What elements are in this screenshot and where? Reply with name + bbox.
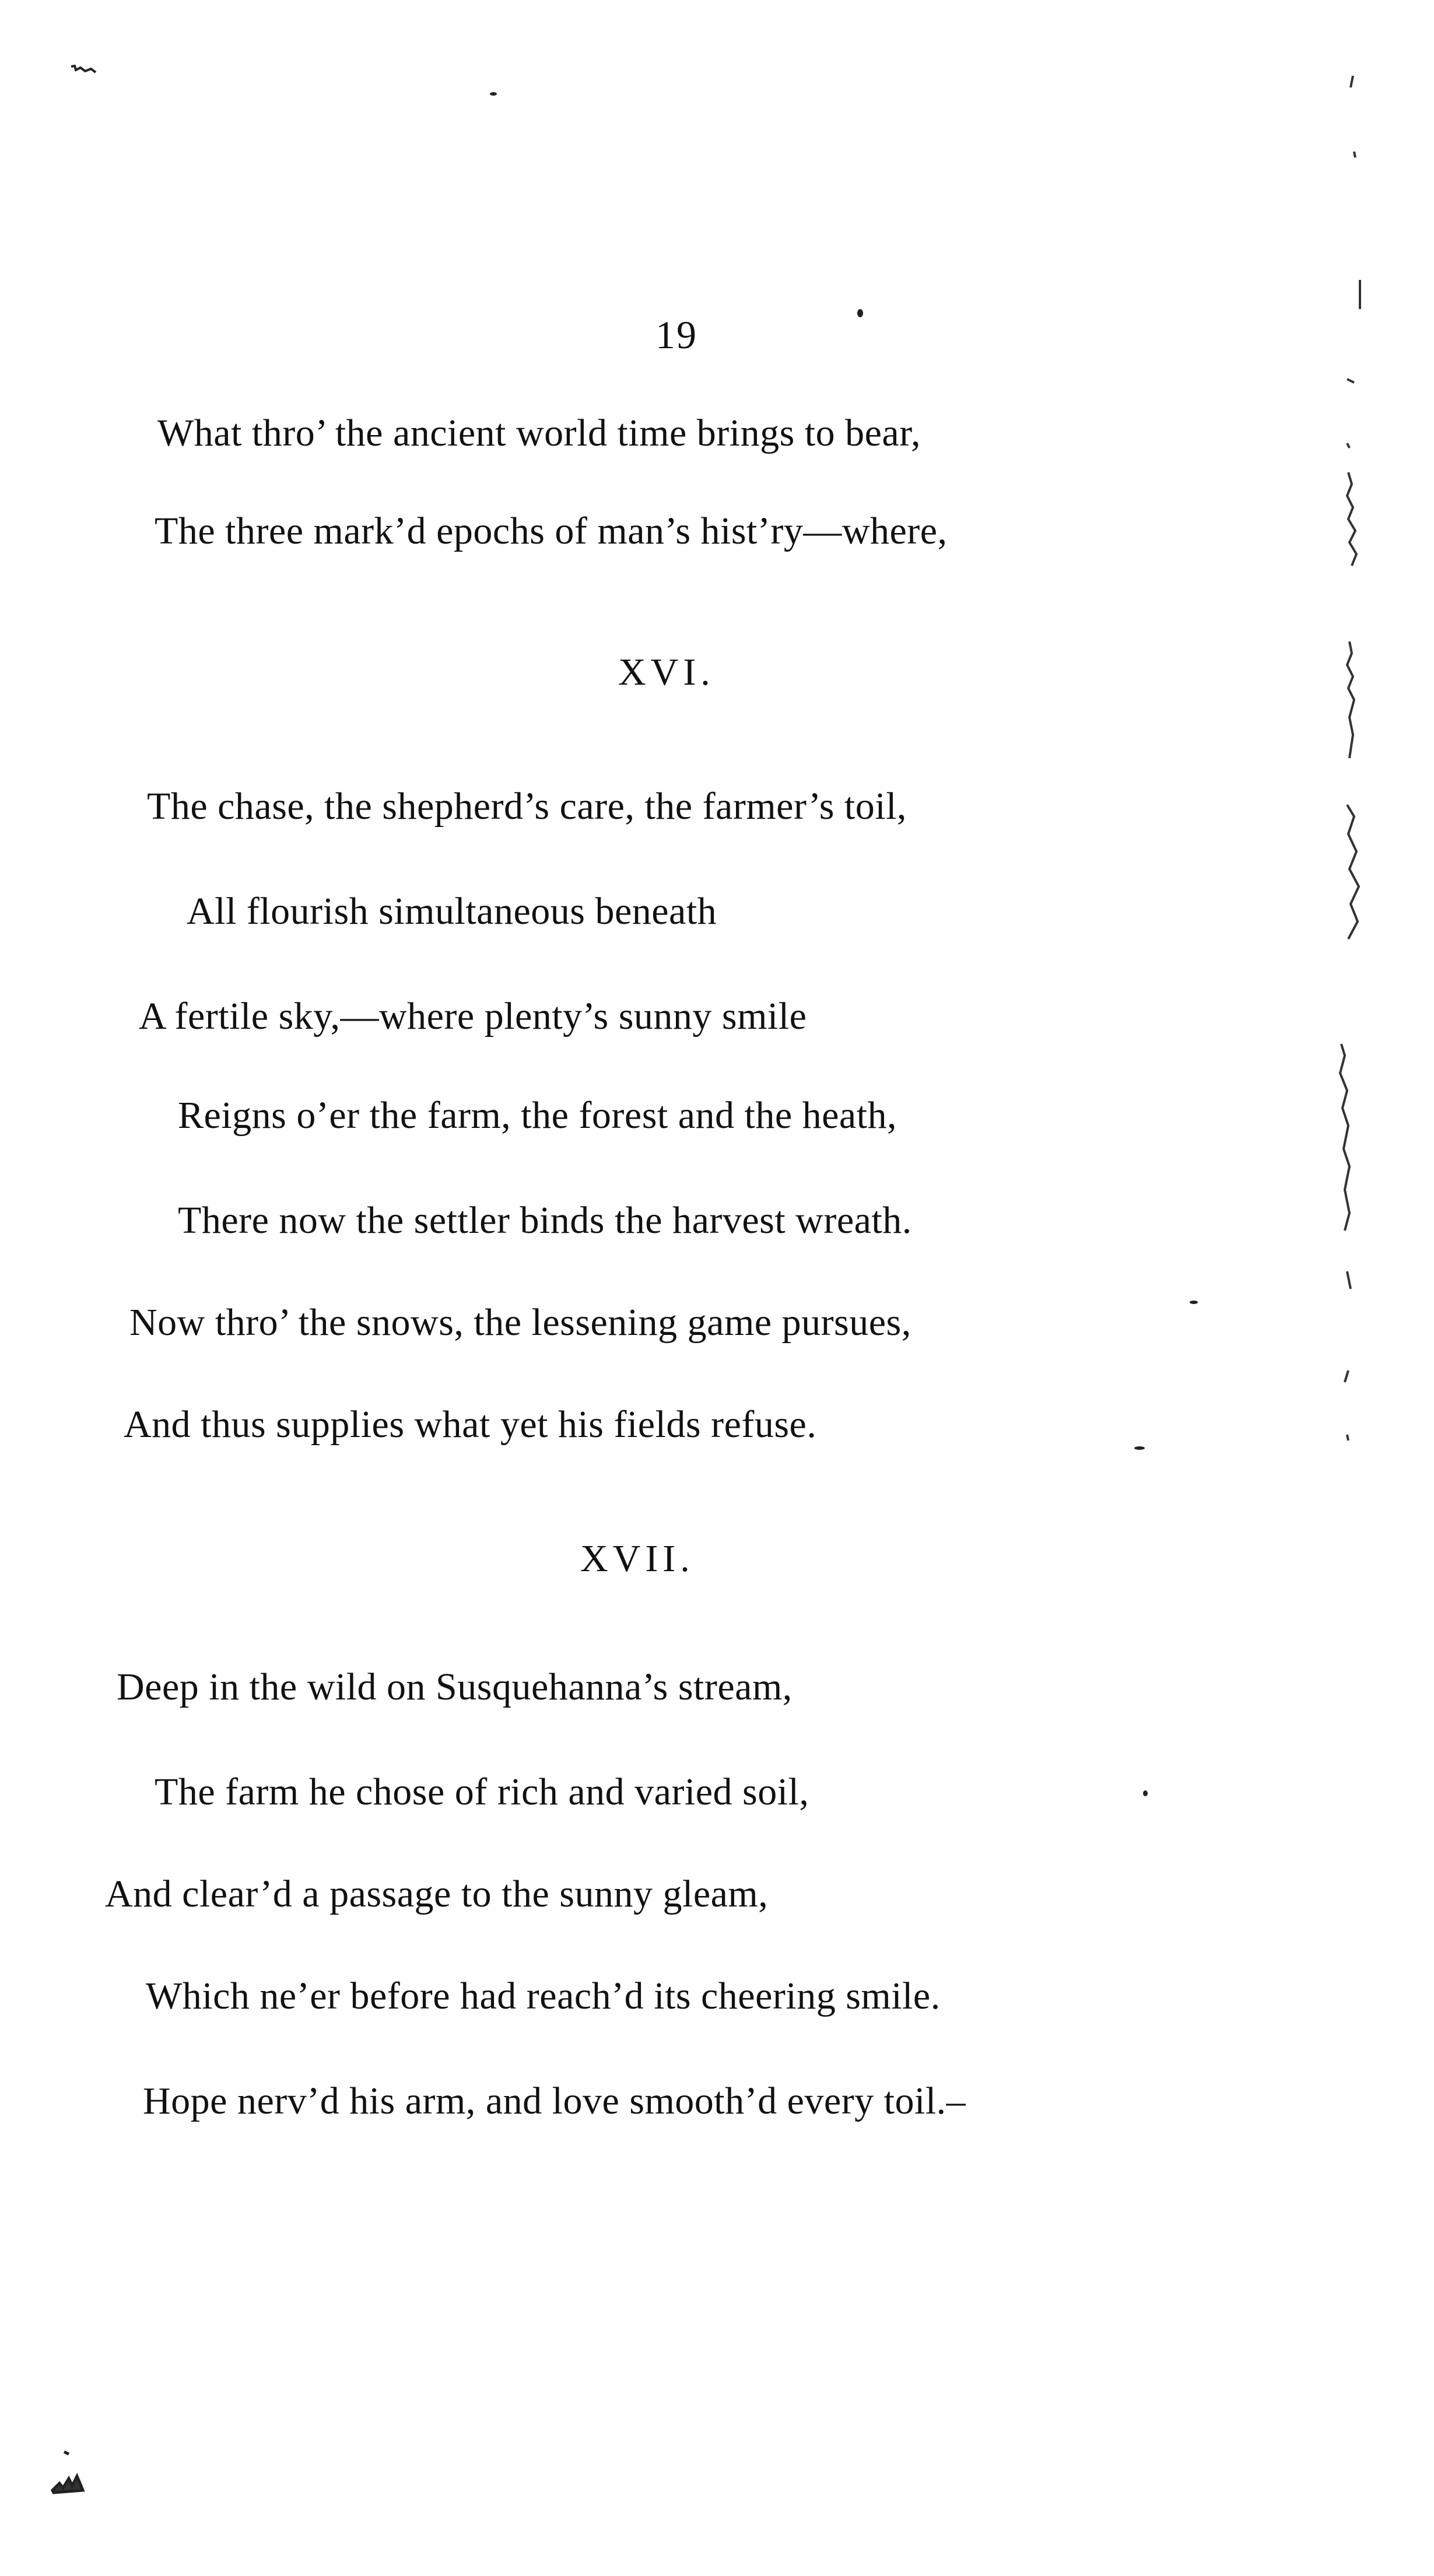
poem-line: The three mark’d epochs of man’s hist’ry—where, — [155, 510, 948, 552]
scan-speck — [1143, 1790, 1148, 1796]
poem-line: What thro’ the ancient world time brings to bear, — [157, 412, 921, 454]
poem-line: The chase, the shepherd’s care, the farmer’s toil, — [147, 785, 907, 828]
poem-line: Hope nerv’d his arm, and love smooth’d every toil.– — [143, 2080, 966, 2122]
stanza-heading-xvi: XVI. — [618, 651, 715, 693]
scan-artifact-top-left — [70, 64, 98, 75]
poem-line: Which ne’er before had reach’d its cheering smile. — [146, 1975, 941, 2017]
poem-line: Deep in the wild on Susquehanna’s stream, — [117, 1666, 793, 1708]
scan-speck — [857, 309, 863, 317]
scan-speck — [1134, 1446, 1145, 1450]
poem-line: Reigns o’er the farm, the forest and the heath, — [178, 1094, 897, 1137]
stanza-heading-xvii: XVII. — [580, 1537, 695, 1580]
scan-speck — [1190, 1301, 1198, 1304]
page-number: 19 — [655, 313, 697, 357]
poem-line: A fertile sky,—where plenty’s sunny smile — [139, 995, 807, 1038]
poem-line: There now the settler binds the harvest wreath. — [178, 1199, 912, 1242]
margin-bleed-through — [1306, 0, 1376, 2573]
scan-artifact-bottom-left — [47, 2449, 87, 2496]
poem-line: The farm he chose of rich and varied soil, — [155, 1771, 809, 1813]
poem-line: And clear’d a passage to the sunny gleam, — [105, 1873, 769, 1915]
scan-speck — [490, 92, 497, 96]
poem-line: All flourish simultaneous beneath — [187, 890, 717, 933]
poem-line: And thus supplies what yet his fields refuse. — [124, 1403, 817, 1446]
poem-line: Now thro’ the snows, the lessening game pursues, — [129, 1301, 911, 1344]
